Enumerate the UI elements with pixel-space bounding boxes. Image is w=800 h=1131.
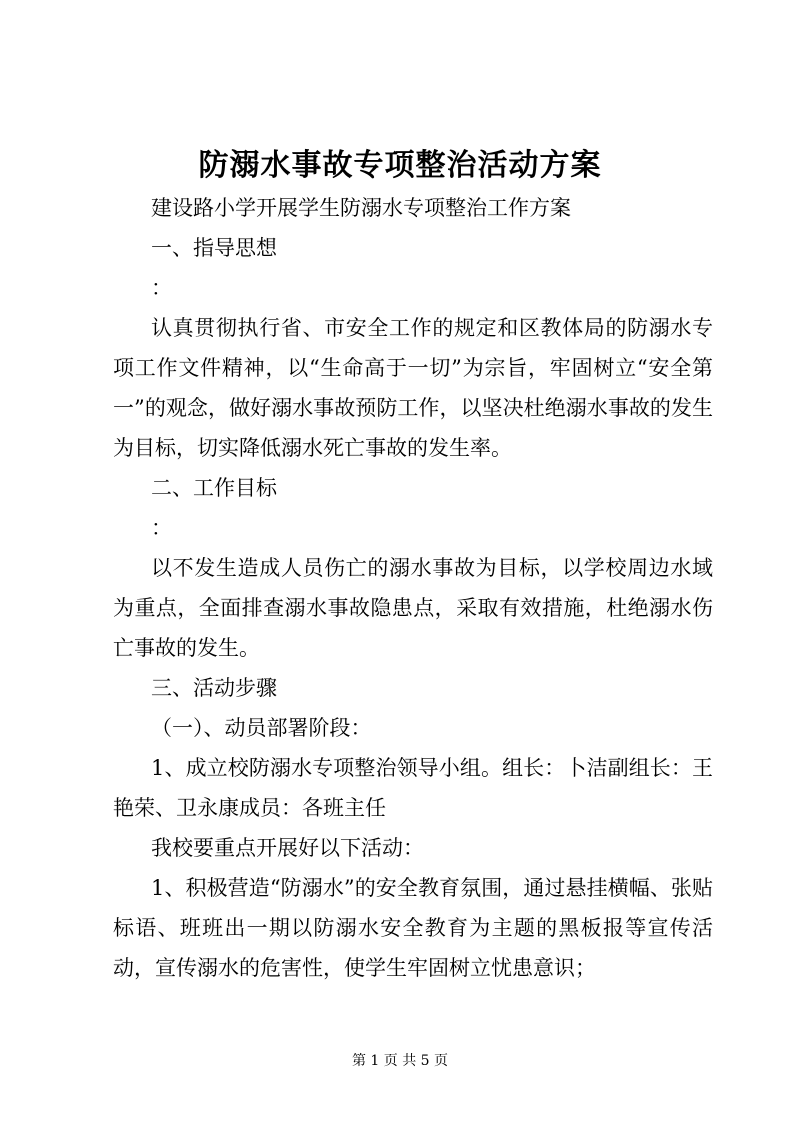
paragraph-leadership-group: 1、成立校防溺水专项整治领导小组。组长：卜洁副组长：王艳荣、卫永康成员：各班主任	[113, 756, 713, 820]
subtitle-paragraph: 建设路小学开展学生防溺水专项整治工作方案	[151, 196, 571, 220]
page-footer: 第 1 页 共 5 页	[351, 1053, 449, 1069]
section-heading-activity-steps: 三、活动步骤	[151, 676, 277, 700]
paragraph-work-goal: 以不发生造成人员伤亡的溺水事故为目标，以学校周边水域为重点，全面排查溺水事故隐患点，采取有效措施，杜绝溺水伤亡事故的发生。	[113, 556, 713, 660]
paragraph-guiding-ideology: 认真贯彻执行省、市安全工作的规定和区教体局的防溺水专项工作文件精神，以“生命高于一切”为宗旨，牢固树立“安全第一”的观念，做好溺水事故预防工作，以坚决杜绝溺水事故的发生为目标，切实降低溺水死亡事故的发生率。	[113, 316, 713, 460]
document-body	[113, 188, 713, 988]
document-title: 防溺水事故专项整治活动方案	[198, 148, 602, 183]
section-heading-guiding-ideology: 一、指导思想	[151, 236, 277, 260]
section-heading-work-goal: 二、工作目标	[151, 476, 277, 500]
paragraph-key-activities-intro: 我校要重点开展好以下活动：	[151, 836, 424, 860]
colon-line: ：	[151, 516, 172, 540]
paragraph-activity-1: 1、积极营造“防溺水”的安全教育氛围，通过悬挂横幅、张贴标语、班班出一期以防溺水安全教育为主题的黑板报等宣传活动，宣传溺水的危害性，使学生牢固树立忧患意识；	[113, 876, 713, 980]
subsection-heading-mobilization: （一）、动员部署阶段：	[151, 716, 372, 740]
colon-line: ：	[151, 276, 172, 300]
